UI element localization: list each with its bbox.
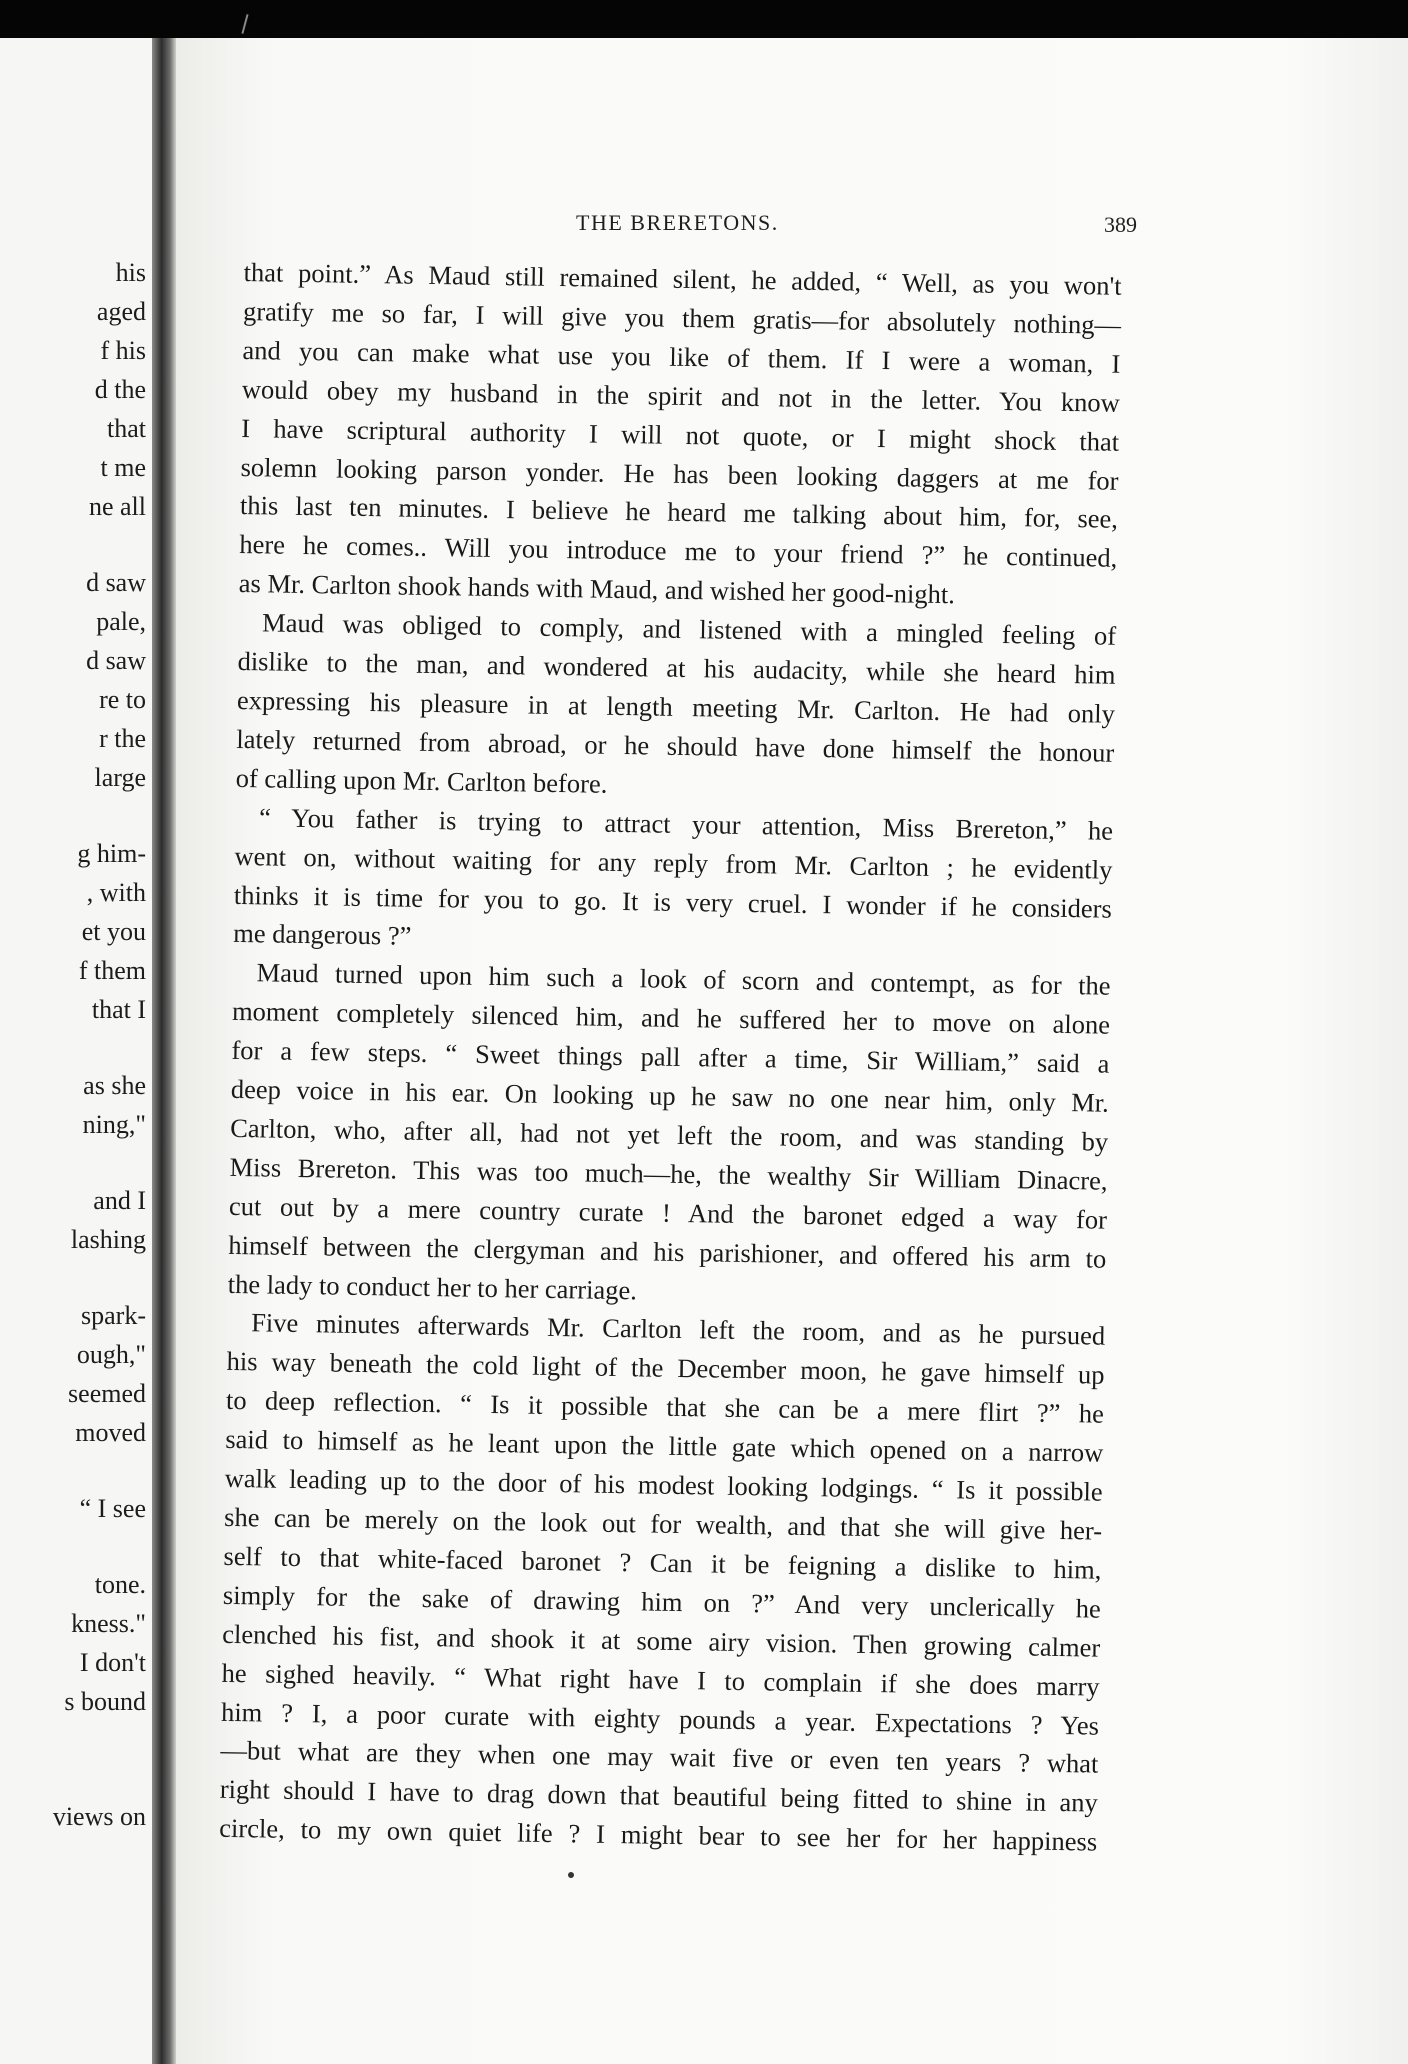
left-page-fragment: moved: [75, 1418, 146, 1447]
text-line: cut out by a mere country curate ! And the baronet edged a way for: [228, 1190, 1108, 1235]
text-line: and you can make what use you like of them. If I were a woman, I: [242, 334, 1121, 379]
running-header: THE BRERETONS.: [576, 210, 779, 235]
left-page-fragment: I don't: [79, 1648, 146, 1677]
text-line: him ? I, a poor curate with eighty pounds a year. Expectations ? Yes: [220, 1696, 1100, 1741]
left-page-fragment: re to: [99, 685, 146, 714]
left-page-fragment: et you: [81, 917, 146, 946]
left-page-fragment: ne all: [88, 492, 146, 521]
text-line: she can be merely on the look out for wealth, and that she will give her-: [223, 1501, 1103, 1546]
left-page-fragment: f his: [100, 336, 146, 365]
text-line: the lady to conduct her to her carriage.: [227, 1268, 638, 1305]
left-page-fragment: large: [94, 763, 146, 792]
left-page-fragment: d the: [94, 375, 146, 404]
left-page-fragment: that: [107, 414, 146, 443]
left-page-fragment: r the: [99, 724, 146, 753]
text-line: Carlton, who, after all, had not yet left the room, and was standing by: [230, 1112, 1109, 1157]
text-line: walk leading up to the door of his modest looking lodgings. “ Is it possible: [224, 1462, 1103, 1507]
book-gutter: [152, 38, 176, 2064]
text-line: me dangerous ?”: [233, 918, 412, 952]
text-line: went on, without waiting for any reply from Mr. Carlton ; he evidently: [234, 840, 1113, 885]
text-line: here he comes.. Will you introduce me to your friend ?” he continued,: [239, 529, 1118, 574]
page-mark-dot: [568, 1872, 574, 1878]
scanner-top-border: [0, 0, 1408, 38]
left-page-fragment: seemed: [68, 1379, 146, 1408]
text-line: self to that white-faced baronet ? Can it be feigning a dislike to him,: [223, 1540, 1102, 1585]
left-page-fragment: pale,: [96, 607, 146, 636]
page-body: [219, 253, 1122, 1862]
left-page-fragment: s bound: [64, 1687, 146, 1716]
text-line: right should I have to drag down that beautiful being fitted to shine in any: [219, 1774, 1098, 1818]
left-page-fragment: “ I see: [79, 1494, 146, 1523]
text-line: clenched his fist, and shook it at some airy vision. Then growing calmer: [222, 1618, 1101, 1663]
left-page-fragment: and I: [93, 1186, 146, 1215]
text-line: said to himself as he leant upon the little gate which opened on a narrow: [225, 1424, 1104, 1468]
text-line: Miss Brereton. This was too much—he, the wealthy Sir William Dinacre,: [229, 1151, 1108, 1196]
text-line: Maud was obliged to comply, and listened with a mingled feeling of: [261, 607, 1117, 651]
text-line: of calling upon Mr. Carlton before.: [235, 762, 608, 799]
text-line: deep voice in his ear. On looking up he saw no one near him, only Mr.: [230, 1073, 1109, 1118]
left-page-fragment: that I: [91, 995, 146, 1024]
text-line: for a few steps. “ Sweet things pall after a time, Sir William,” said a: [231, 1035, 1110, 1079]
text-line: thinks it is time for you to go. It is very cruel. I wonder if he considers: [233, 879, 1113, 924]
left-page-fragment: ough,": [76, 1340, 146, 1369]
left-page-fragment: ning,": [82, 1110, 146, 1139]
text-line: as Mr. Carlton shook hands with Maud, and wished her good-night.: [238, 568, 956, 610]
text-line: “ You father is trying to attract your attention, Miss Brereton,” he: [258, 801, 1114, 846]
left-page-fragment: t me: [100, 453, 146, 482]
text-line: circle, to my own quiet life ? I might bear to see her for her happiness: [219, 1813, 1098, 1857]
left-page-fragment: d saw: [86, 568, 146, 597]
left-page-fragment: , with: [86, 878, 146, 907]
left-page-fragment: lashing: [70, 1225, 146, 1254]
left-page-fragment: f them: [78, 956, 146, 985]
left-page-fragment: kness.": [71, 1609, 146, 1638]
text-line: solemn looking parson yonder. He has been looking daggers at me for: [240, 451, 1119, 496]
text-line: Five minutes afterwards Mr. Carlton left the room, and as he pursued: [250, 1307, 1106, 1352]
text-line: this last ten minutes. I believe he heard me talking about him, for, see,: [239, 490, 1119, 535]
left-page-fragment: d saw: [86, 646, 146, 675]
left-page-fragment: tone.: [94, 1570, 146, 1599]
text-line: expressing his pleasure in at length meeting Mr. Carlton. He had only: [236, 684, 1116, 729]
text-line: to deep reflection. “ Is it possible that she can be a mere flirt ?” he: [225, 1385, 1105, 1429]
text-line: gratify me so far, I will give you them gratis—for absolutely nothing—: [242, 295, 1122, 340]
text-line: lately returned from abroad, or he should have done himself the honour: [236, 723, 1115, 768]
left-page-fragment: as she: [83, 1071, 146, 1100]
left-page-fragment: his: [115, 258, 146, 287]
left-page-edge: [0, 38, 152, 2064]
text-line: he sighed heavily. “ What right have I to complain if she does marry: [221, 1657, 1100, 1702]
page-number: 389: [1104, 212, 1137, 237]
text-line: his way beneath the cold light of the December moon, he gave himself up: [226, 1346, 1105, 1391]
left-page-fragment: aged: [96, 297, 146, 326]
text-line: Maud turned upon him such a look of scorn and contempt, as for the: [256, 957, 1111, 1002]
left-page-fragment: views on: [52, 1802, 146, 1831]
text-line: that point.” As Maud still remained silent, he added, “ Well, as you won't: [243, 256, 1122, 301]
text-line: moment completely silenced him, and he suffered her to move on alone: [231, 996, 1111, 1040]
text-line: —but what are they when one may wait five or even ten years ? what: [220, 1735, 1099, 1780]
left-page-fragment: g him-: [77, 839, 146, 868]
text-line: I have scriptural authority I will not quote, or I might shock that: [241, 412, 1120, 457]
text-line: himself between the clergyman and his parishioner, and offered his arm to: [228, 1229, 1107, 1274]
text-line: simply for the sake of drawing him on ?” And very unclerically he: [222, 1579, 1102, 1624]
text-line: would obey my husband in the spirit and not in the letter. You know: [241, 373, 1120, 418]
left-page-fragment: spark-: [81, 1301, 146, 1330]
text-line: dislike to the man, and wondered at his audacity, while she heard him: [237, 646, 1116, 690]
